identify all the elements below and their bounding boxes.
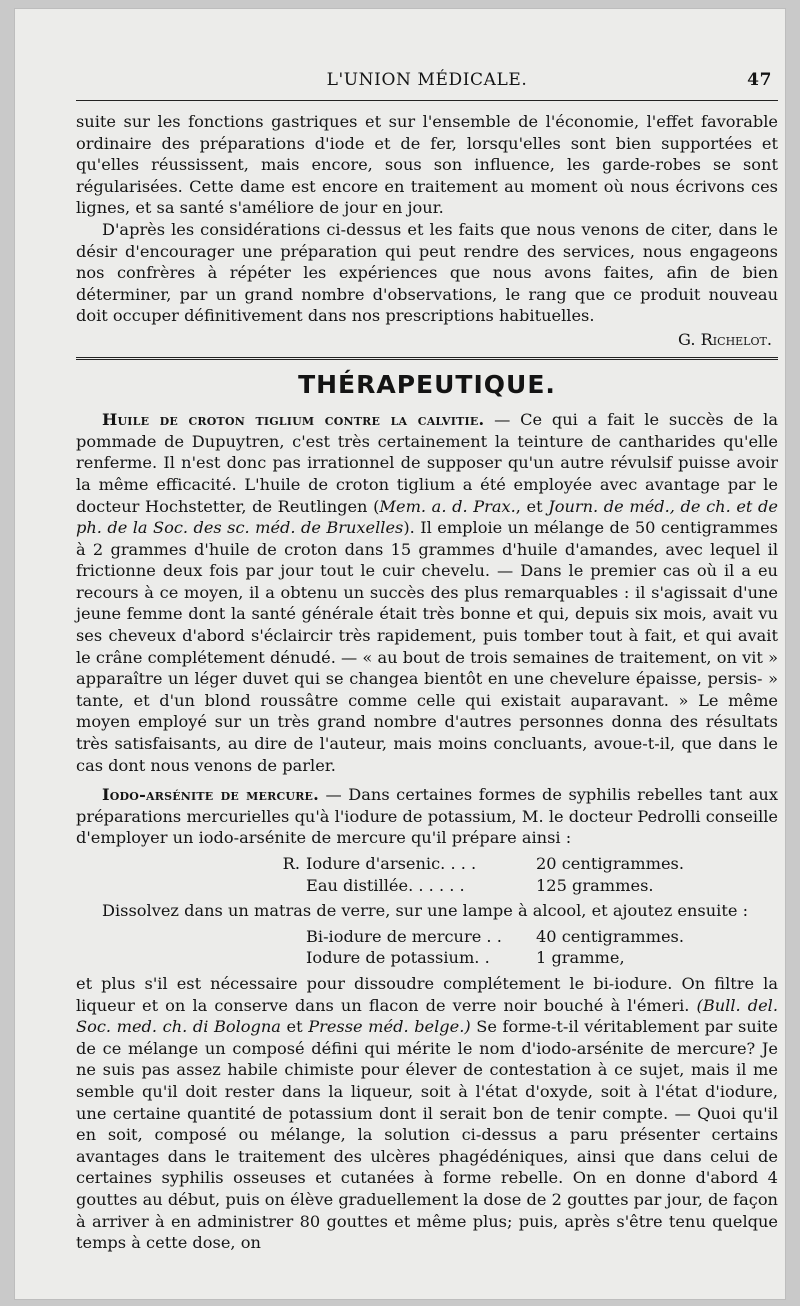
- article-iodo-text-1: et plus s'il est nécessaire pour dissoudre complétement le bi-iodure. On filtre la liqueur et on la conserve dans un flacon de verre noir bouché à l'émeri.: [76, 973, 778, 1015]
- running-head: [76, 68, 778, 94]
- article-iodo-body: [76, 973, 778, 1254]
- formula-ingredient: Iodure d'arsenic. . . .: [306, 854, 477, 873]
- formula-quantity: 40 centigrammes.: [536, 926, 684, 946]
- article-croton-ref-2: Journ. de méd., de ch. et de ph. de la Soc. des sc. méd. de Bruxelles: [76, 496, 778, 538]
- formula-row: [76, 947, 778, 969]
- formula-row: [76, 875, 778, 897]
- formula-prefix: R.: [282, 854, 300, 873]
- formula-prefix: [76, 926, 306, 948]
- formula-quantity: 125 grammes.: [536, 875, 654, 895]
- continued-paragraph: suite sur les fonctions gastriques et sur l'ensemble de l'économie, l'effet favorable ordinaire des préparations d'iode et de fer, lorsqu'elles sont bien supportées et qu'elles réussissent, mais encore, sous son influence, les garde-robes se sont régularisées. Cette dame est encore en traitement au moment où nous écrivons ces lignes, et sa santé s'améliore de jour en jour.: [76, 112, 778, 218]
- formula-block-1: [76, 853, 778, 896]
- article-iodo-heading: Iodo-arsénite de mercure.: [102, 785, 319, 805]
- page-content: [76, 68, 778, 1254]
- section-title: THÉRAPEUTIQUE.: [298, 369, 556, 399]
- article-iodo-ref-2: Presse méd. belge.): [308, 1017, 471, 1037]
- formula-row: [76, 926, 778, 948]
- page-number: 47: [747, 70, 772, 90]
- formula-prefix: [76, 947, 306, 969]
- article-iodo-intro: — Dans certaines formes de syphilis rebelles tant aux préparations mercurielles qu'à l'iodure de potassium, M. le docteur Pedrolli conseille d'employer un iodo-arsénite de mercure qu'il prépare ainsi :: [76, 785, 778, 848]
- article-gap: [76, 776, 778, 784]
- section-rule: [76, 357, 778, 362]
- article-croton-heading: Huile de croton tiglium contre la calvitie.: [102, 410, 485, 430]
- conclusion-paragraph: D'après les considérations ci-dessus et les faits que nous venons de citer, dans le désir d'encourager une préparation qui peut rendre des services, nous engageons nos confrères à répéter les expériences que nous avons faites, afin de bien déterminer, par un grand nombre d'observations, le rang que ce produit nouveau doit occuper définitivement dans nos prescriptions habituelles.: [76, 219, 778, 326]
- article-croton-text-1: — Ce qui a fait le succès de la pommade de Dupuytren, c'est très certainement la teinture de cantharides qu'elle renferme. Il n'est donc pas irrationnel de supposer qu'un autre révulsif puisse avoir la même efficacité. L'huile de croton tiglium a été employée avec avantage par le docteur Hochstetter, de Reutlingen (: [76, 410, 778, 516]
- formula-row: [76, 853, 778, 875]
- formula-ingredient: Bi-iodure de mercure . .: [306, 926, 502, 946]
- formula-quantity: 20 centigrammes.: [536, 854, 684, 873]
- formula-quantity: 1 gramme,: [536, 948, 625, 968]
- journal-page: [14, 8, 786, 1300]
- author-signature: G. Richelot.: [677, 329, 772, 349]
- article-iodo-text-2: et: [280, 1017, 309, 1037]
- formula-block-2: [76, 926, 778, 969]
- article-croton-text-3: ). Il emploie un mélange de 50 centigrammes à 2 grammes d'huile de croton dans 15 grammes d'huile d'amandes, avec lequel il frictionne deux fois par jour tout le cuir chevelu. — Dans le premier cas où il a eu recours à ce moyen, il a obtenu un succès des plus remarquables : il s'agissait d'une jeune femme dont la santé générale était très bonne et qui, depuis six mois, avait vu ses cheveux d'abord s'éclaircir très rapidement, puis tomber tout à fait, et qui avait le crâne complétement dénudé. — « au bout de trois semaines de traitement, on vit » apparaître un léger duvet qui se changea bientôt en une chevelure épaisse, persis- » tante, et d'un blond roussâtre comme celle qui existait auparavant. » Le même moyen employé sur un très grand nombre d'autres personnes donna des résultats très satisfaisants, au dire de l'auteur, mais moins concluants, avoue-t-il, que dans le cas dont nous venons de parler.: [76, 518, 778, 775]
- article-iodo: [76, 784, 778, 849]
- formula-instruction: Dissolvez dans un matras de verre, sur une lampe à alcool, et ajoutez ensuite :: [102, 901, 749, 921]
- article-croton-text-2: , et: [515, 496, 549, 516]
- formula-prefix: [76, 875, 306, 897]
- formula-ingredient: Eau distillée. . . . . .: [306, 875, 465, 895]
- article-iodo-ref-1: (Bull. del. Soc. med. ch. di Bologna: [76, 995, 779, 1037]
- journal-title: L'UNION MÉDICALE.: [326, 70, 528, 90]
- header-rule: [76, 100, 778, 101]
- formula-ingredient: Iodure de potassium. .: [306, 948, 490, 968]
- article-croton: [76, 409, 778, 776]
- article-croton-ref-1: Mem. a. d. Prax.: [379, 496, 516, 516]
- article-iodo-text-3: Se forme-t-il véritablement par suite de ce mélange un composé défini qui mérite le nom d'iodo-arsénite de mercure? Je ne suis pas assez habile chimiste pour élever de contestation à ce sujet, mais il me semble qu'il doit rester dans la liqueur, soit à l'état d'oxyde, soit à l'état d'iodure, une certaine quantité de potassium dont il serait bon de tenir compte. — Quoi qu'il en soit, composé ou mélange, la solution ci-dessus a paru présenter certains avantages dans le traitement des ulcères phagédéniques, ainsi que dans celui de certaines syphilis osseuses et cutanées à forme rebelle. On en donne d'abord 4 gouttes au début, puis on élève graduellement la dose de 2 gouttes par jour, de façon à arriver à en administrer 80 gouttes et même plus; puis, après s'être tenu quelque temps à cette dose, on: [76, 1017, 778, 1253]
